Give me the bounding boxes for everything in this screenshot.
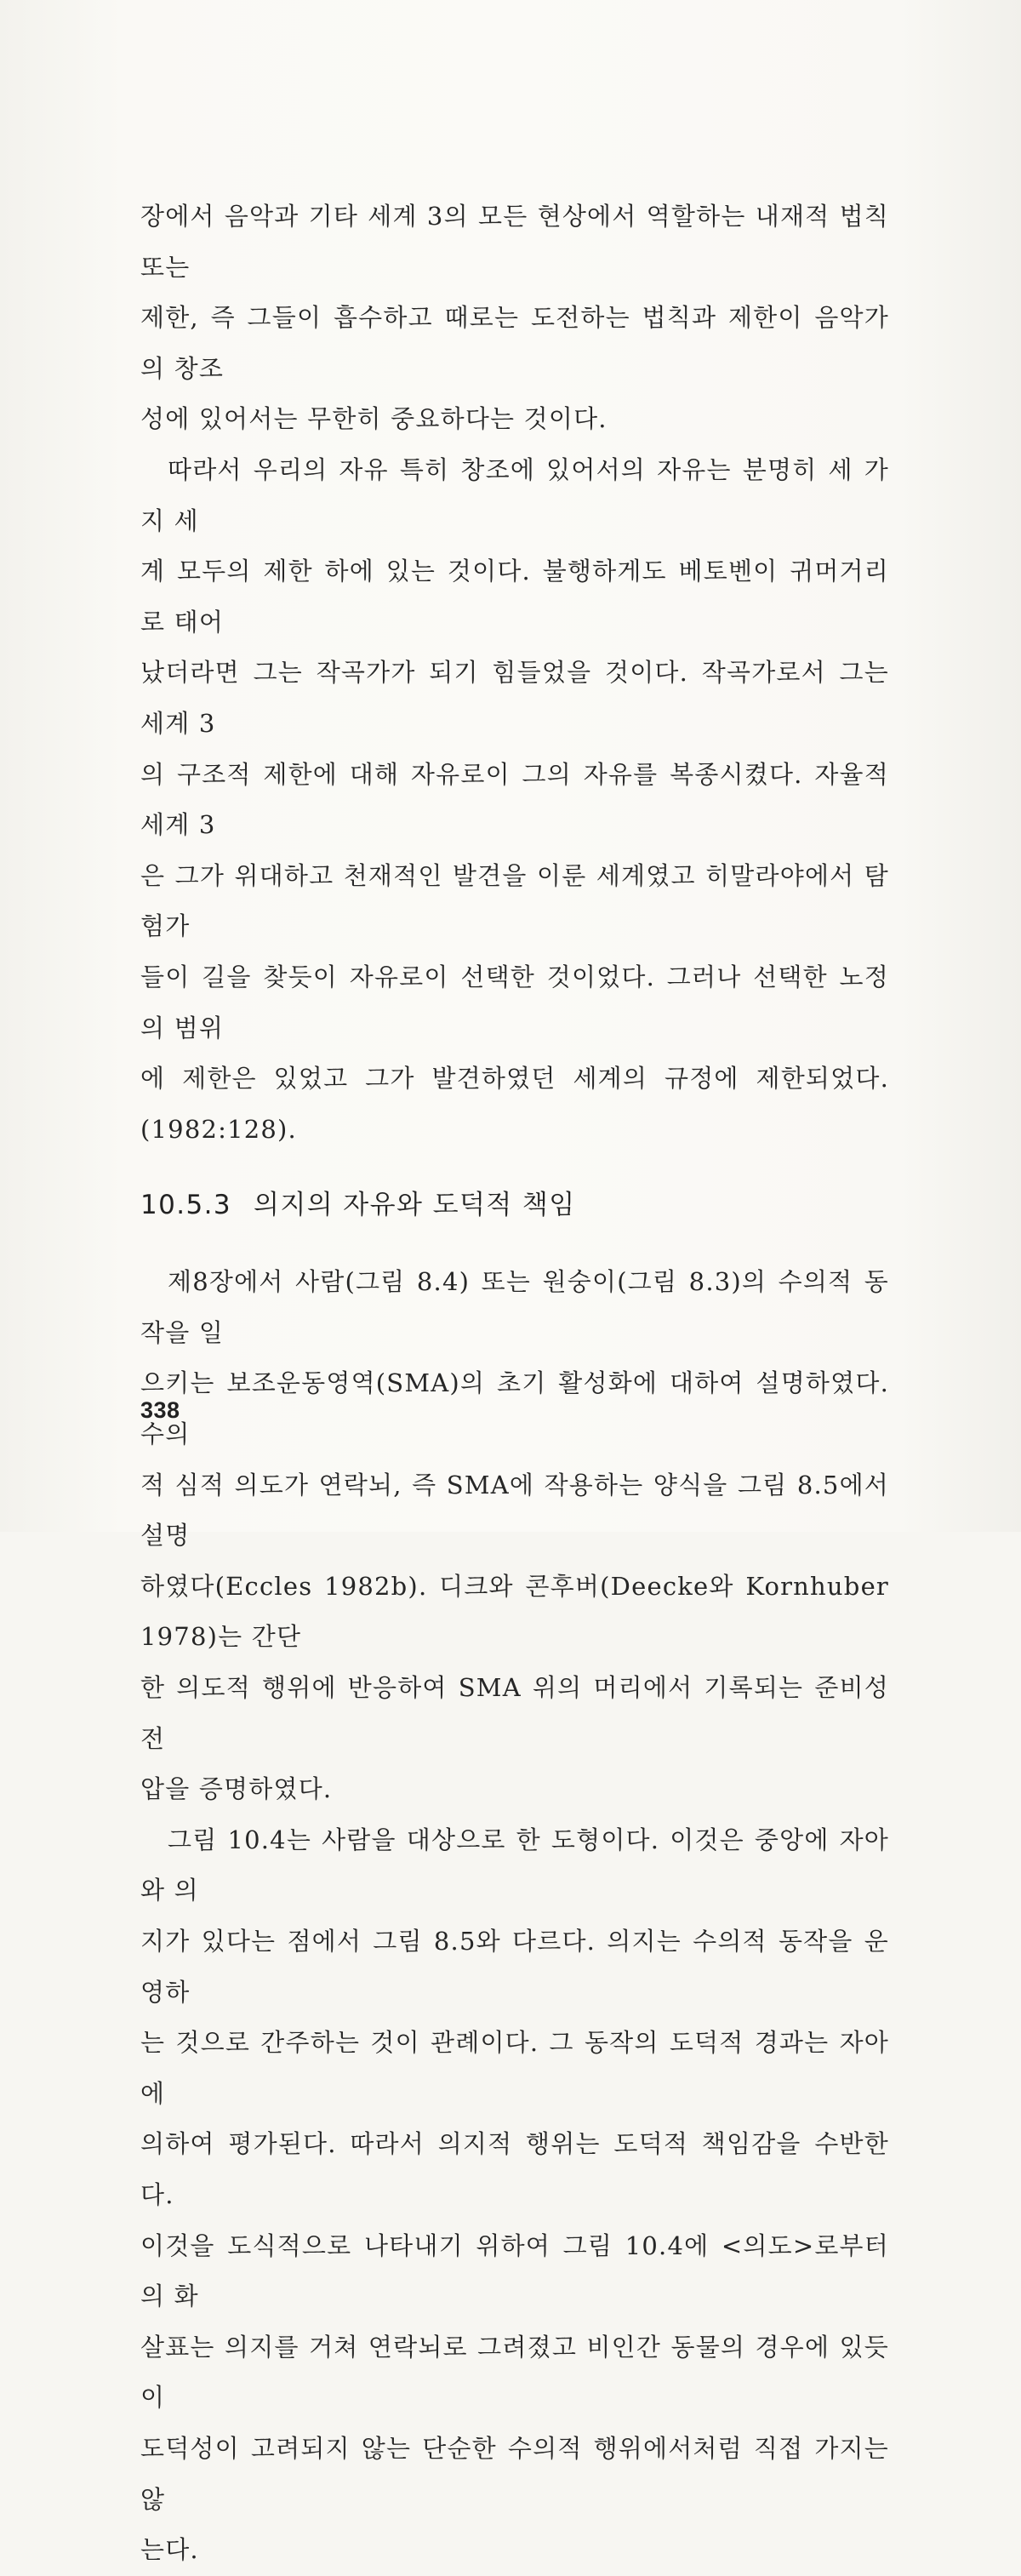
text-line: 은 그가 위대하고 천재적인 발견을 이룬 세계였고 히말라야에서 탐험가 [140, 860, 889, 941]
text-line: 하였다(Eccles 1982b). 디크와 콘후버(Deecke와 Kornhuber 1978)는 간단 [140, 1571, 889, 1652]
text-line: 으키는 보조운동영역(SMA)의 초기 활성화에 대하여 설명하였다. 수의 [140, 1368, 889, 1449]
text-line: 이것을 도식적으로 나타내기 위하여 그림 10.4에 <의도>로부터의 화 [140, 2230, 889, 2311]
text-line: 성에 있어서는 무한히 중요하다는 것이다. [140, 404, 607, 434]
text-line: 그림 10.4는 사람을 대상으로 한 도형이다. 이것은 중앙에 자아와 의 [140, 1825, 889, 1905]
page-content [140, 191, 889, 2576]
text-line: 의 구조적 제한에 대해 자유로이 그의 자유를 복종시켰다. 자율적 세계 3 [140, 759, 889, 840]
opening-paragraph [140, 191, 889, 445]
section-number: 10.5.3 [140, 1190, 232, 1221]
text-line: 지가 있다는 점에서 그림 8.5와 다르다. 의지는 수의적 동작을 운영하 [140, 1927, 889, 2007]
quote-paragraph [140, 445, 889, 1155]
page-number: 338 [140, 1397, 180, 1423]
text-line: 따라서 우리의 자유 특히 창조에 있어서의 자유는 분명히 세 가지 세 [140, 454, 889, 535]
text-line: 적 심적 의도가 연락뇌, 즉 SMA에 작용하는 양식을 그림 8.5에서 설명 [140, 1470, 889, 1551]
section-title: 의지의 자유와 도덕적 책임 [254, 1190, 576, 1221]
text-line: 제8장에서 사람(그림 8.4) 또는 원숭이(그림 8.3)의 수의적 동작을 일 [140, 1267, 889, 1347]
text-line: 장에서 음악과 기타 세계 3의 모든 현상에서 역할하는 내재적 법칙 또는 [140, 202, 889, 282]
text-line: 살표는 의지를 거쳐 연락뇌로 그려졌고 비인간 동물의 경우에 있듯이 [140, 2332, 889, 2413]
body-paragraph-2 [140, 1815, 889, 2576]
section-heading [140, 1184, 889, 1226]
text-line: 는다. [140, 2535, 199, 2565]
text-line: 는 것으로 간주하는 것이 관례이다. 그 동작의 도덕적 경과는 자아에 [140, 2028, 889, 2108]
text-line: 에 제한은 있었고 그가 발견하였던 세계의 규정에 제한되었다.(1982:128). [140, 1064, 889, 1144]
text-line: 의하여 평가된다. 따라서 의지적 행위는 도덕적 책임감을 수반한다. [140, 2129, 889, 2209]
text-line: 계 모두의 제한 하에 있는 것이다. 불행하게도 베토벤이 귀머거리로 태어 [140, 557, 889, 637]
text-line: 났더라면 그는 작곡가가 되기 힘들었을 것이다. 작곡가로서 그는 세계 3 [140, 658, 889, 738]
text-line: 도덕성이 고려되지 않는 단순한 수의적 행위에서처럼 직접 가지는 않 [140, 2433, 889, 2514]
body-paragraph-1 [140, 1257, 889, 1815]
text-line: 들이 길을 찾듯이 자유로이 선택한 것이었다. 그러나 선택한 노정의 범위 [140, 962, 889, 1042]
text-line: 한 의도적 행위에 반응하여 SMA 위의 머리에서 기록되는 준비성 전 [140, 1673, 889, 1753]
text-line: 제한, 즉 그들이 흡수하고 때로는 도전하는 법칙과 제한이 음악가의 창조 [140, 303, 889, 383]
text-line: 압을 증명하였다. [140, 1774, 333, 1804]
